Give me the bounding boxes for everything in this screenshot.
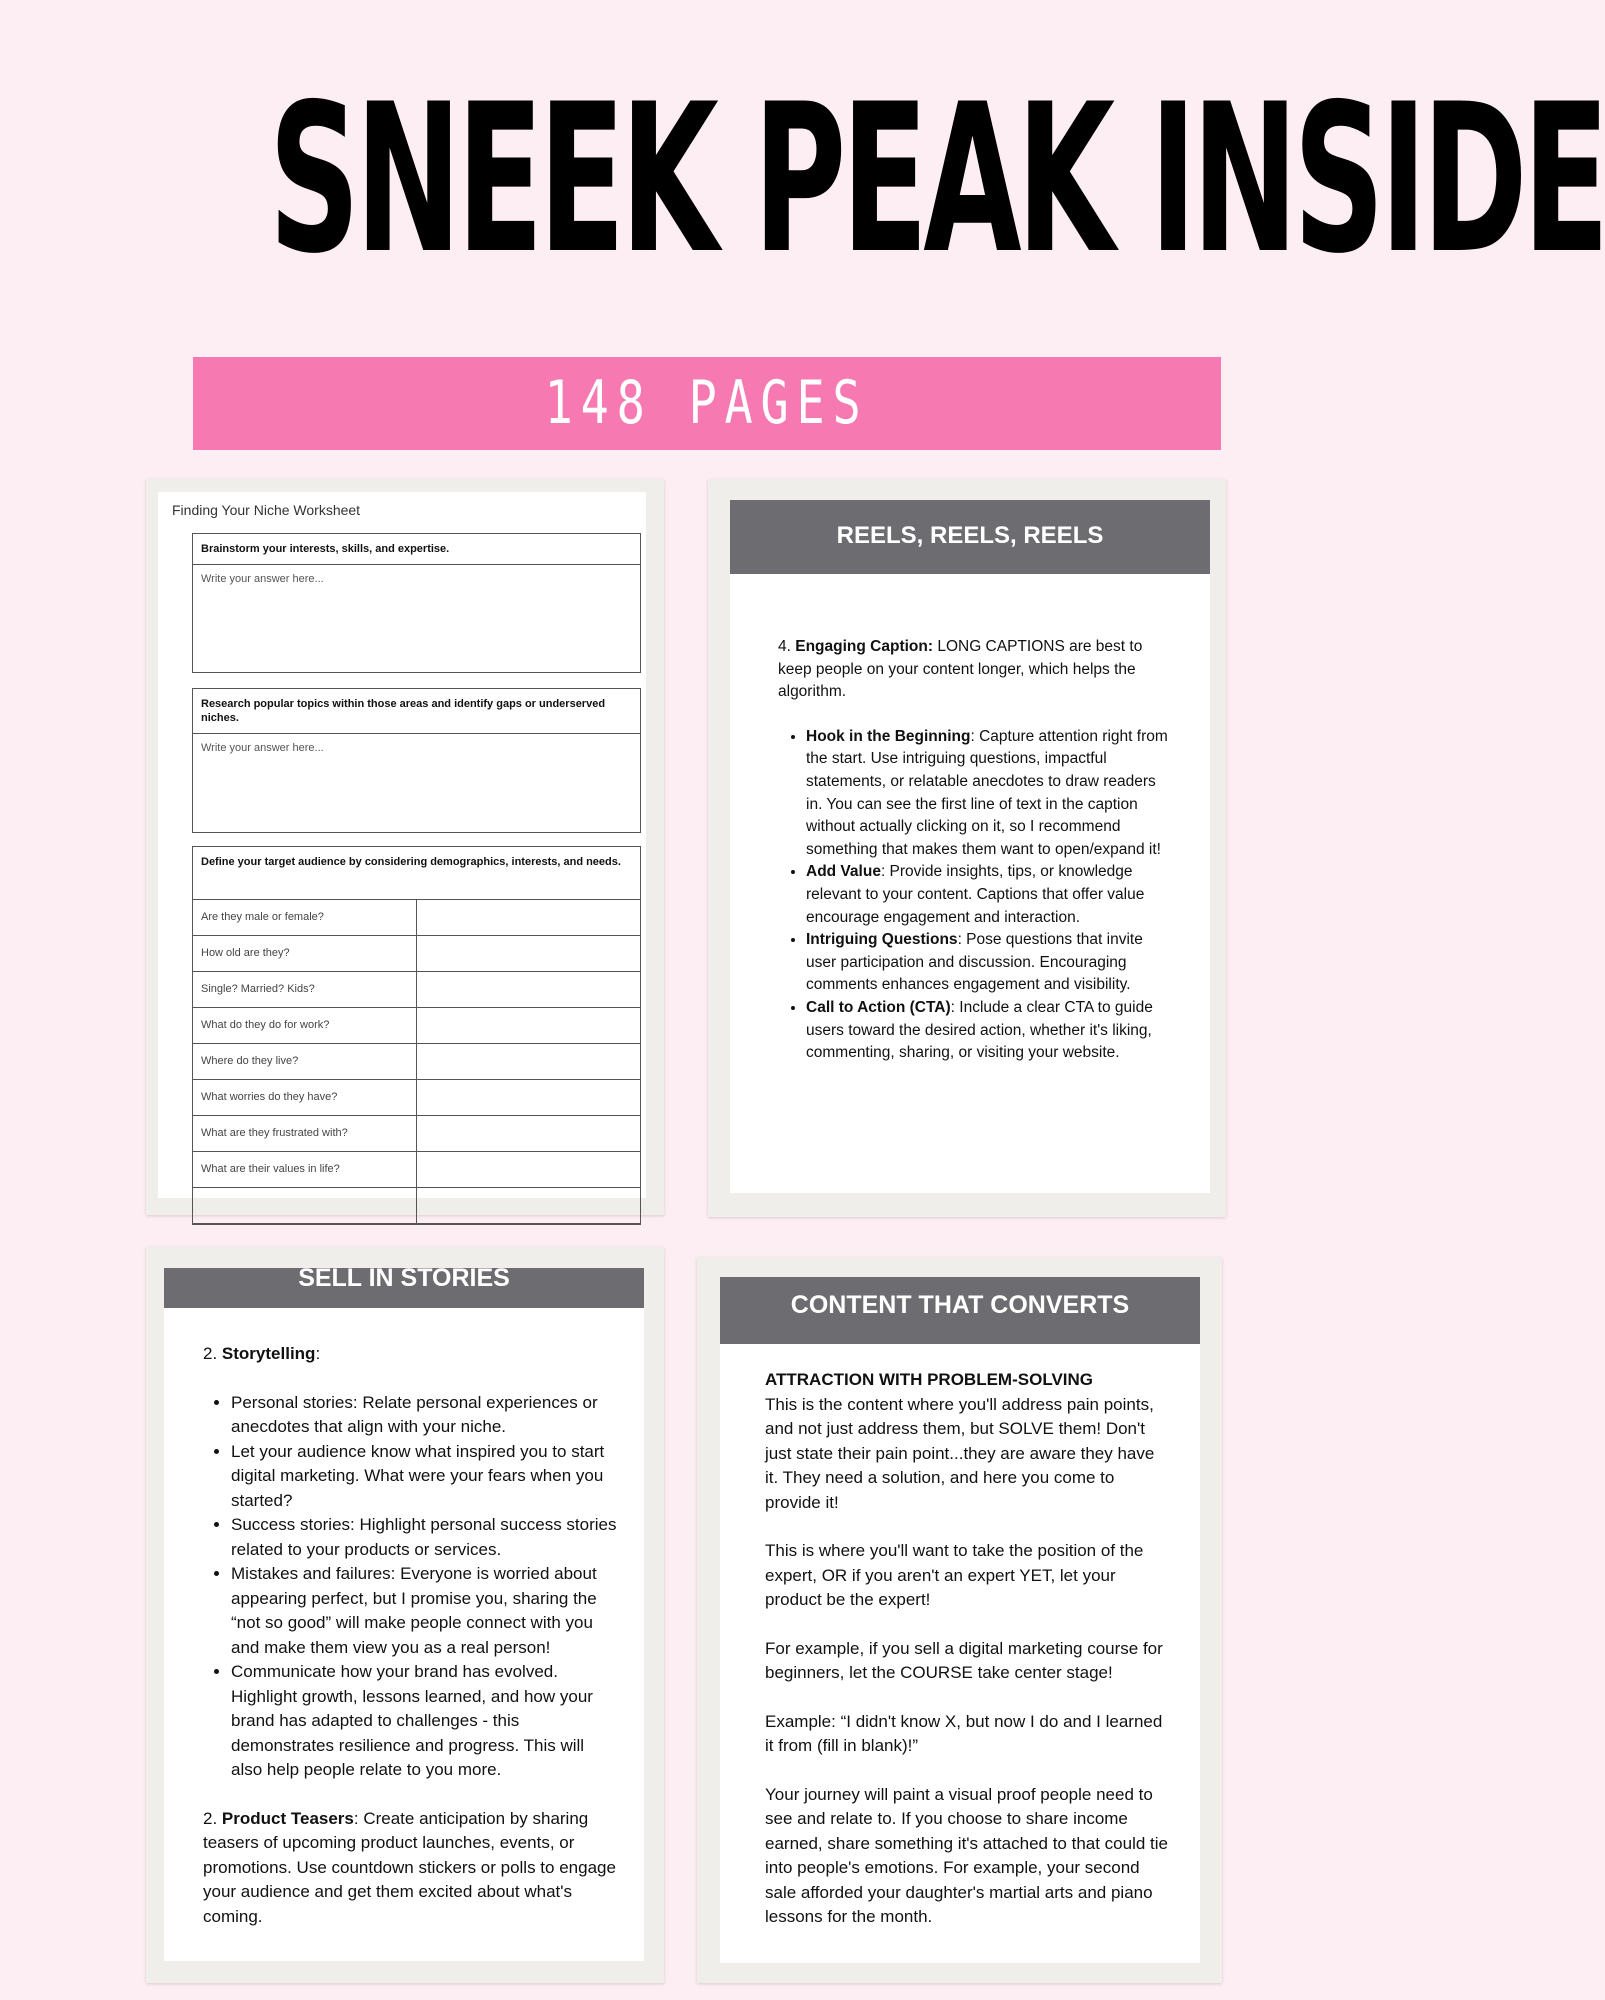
bullet-text: : Capture attention right from the start. Use intriguing questions, impactful statements, or relatable anecdotes to draw readers in. You can see the first line of text in the caption without actually clicking on it, so I recommend something that makes them want to open/expand it! [806,727,1168,858]
table-row [193,1008,640,1044]
table-cell-answer [417,1008,640,1043]
stories-preview-card [146,1247,664,1983]
table-cell-answer [417,1188,640,1223]
worksheet-question-box [192,688,641,833]
converts-paragraph: This is the content where you'll address pain points, and not just address them, but SOLVE them! Don't just state their pain point...they are aware they have it. They need a solution, and here you come to provide it! [765,1394,1155,1512]
stories-bullet-list [203,1391,618,1783]
converts-heading: CONTENT THAT CONVERTS [720,1277,1200,1344]
list-item: • Personal stories: Relate personal experiences or anecdotes that align with your niche. [231,1391,618,1440]
stories-outro-bold: Product Teasers [221,1808,354,1828]
converts-paragraph: Your journey will paint a visual proof people need to see and relate to. If you choose to share income earned, share something it's attached to that could tie into people's emotions. For example, your second sale afforded your daughter's martial arts and piano lessons for the month. [765,1784,1168,1926]
audience-table [192,846,641,1225]
worksheet-answer-placeholder: Write your answer here... [201,742,324,754]
table-cell-label: Where do they live? [193,1044,417,1079]
table-cell-answer [417,1152,640,1187]
worksheet-title: Finding Your Niche Worksheet [172,502,361,518]
table-cell-label: What worries do they have? [193,1080,417,1115]
pages-banner [193,357,1221,450]
stories-intro-text: : [315,1344,321,1363]
table-cell-label [193,1188,417,1223]
table-cell-label: What are their values in life? [193,1152,417,1187]
table-row [193,936,640,972]
converts-preview-card [697,1257,1222,1983]
reels-intro-number: 4. [778,638,791,655]
converts-body [765,1368,1170,1930]
table-row [193,1080,640,1116]
reels-preview-card [708,479,1226,1217]
converts-paragraph: This is where you'll want to take the position of the expert, OR if you aren't an expert YET, let your product be the expert! [765,1541,1144,1609]
list-item [806,929,1170,997]
worksheet-question: Define your target audience by considering demographics, interests, and needs. [193,847,640,900]
converts-paragraph: Example: “I didn't know X, but now I do and I learned it from (fill in blank)!” [765,1711,1163,1755]
table-cell-answer [417,1116,640,1151]
table-cell-answer [417,900,640,935]
table-row [193,1188,640,1224]
reels-intro [778,636,1170,704]
reels-body [778,636,1170,1065]
list-item: • Communicate how your brand has evolved. Highlight growth, lessons learned, and how your brand has adapted to challenges - this demonstrates resilience and progress. This will also help people relate to you more. [231,1660,618,1783]
table-cell-label: What are they frustrated with? [193,1116,417,1151]
table-row [193,1044,640,1080]
table-cell-label: Single? Married? Kids? [193,972,417,1007]
stories-intro-number: 2. [203,1344,218,1363]
table-cell-answer [417,1044,640,1079]
list-item [806,861,1170,929]
table-cell-answer [417,1080,640,1115]
stories-outro-number: 2. [203,1808,218,1828]
table-cell-label: How old are they? [193,936,417,971]
stories-body [203,1342,618,1929]
stories-intro-bold: Storytelling [221,1344,316,1363]
bullet-bold: Hook in the Beginning [806,727,971,745]
stories-sheet [164,1264,644,1961]
reels-sheet [730,500,1210,1193]
table-cell-label: Are they male or female? [193,900,417,935]
table-cell-label: What do they do for work? [193,1008,417,1043]
worksheet-question: Brainstorm your interests, skills, and expertise. [193,534,640,565]
worksheet-question: Research popular topics within those areas and identify gaps or underserved niches. [193,689,640,734]
bullet-bold: Call to Action (CTA) [806,998,951,1016]
stories-outro [203,1807,618,1930]
table-cell-answer [417,972,640,1007]
list-item [806,997,1170,1065]
worksheet-question-box [192,533,641,673]
list-item: • Success stories: Highlight personal success stories related to your products or services. [231,1513,618,1562]
converts-paragraph: For example, if you sell a digital marketing course for beginners, let the COURSE take center stage! [765,1638,1163,1682]
list-item: • Mistakes and failures: Everyone is worried about appearing perfect, but I promise you, sharing the “not so good” will make people connect with you and make them view you as a real person! [231,1562,618,1660]
worksheet-sheet [158,492,646,1198]
reels-intro-text: LONG CAPTIONS are best to keep people on your content longer, which helps the algorithm. [778,638,1143,701]
stories-outro-text: : Create anticipation by sharing teasers of upcoming product launches, events, or promotions. Use countdown stickers or polls to engage your audience and get them excited about what's coming. [203,1808,616,1926]
table-row [193,972,640,1008]
stories-intro [203,1342,618,1367]
table-row [193,900,640,936]
reels-intro-bold: Engaging Caption: [795,638,934,655]
list-item: • Let your audience know what inspired you to start digital marketing. What were your fears when you started? [231,1440,618,1514]
table-row [193,1116,640,1152]
worksheet-preview-card [146,479,664,1215]
stories-heading: SELL IN STORIES [164,1268,644,1308]
bullet-bold: Intriguing Questions [806,931,958,949]
list-item [806,726,1170,862]
converts-subheading-text: ATTRACTION WITH PROBLEM-SOLVING [765,1370,1094,1389]
table-cell-answer [417,936,640,971]
bullet-text: : Include a clear CTA to guide users toward the desired action, whether it's liking, commenting, sharing, or visiting your website. [806,998,1153,1062]
bullet-text: : Pose questions that invite user participation and discussion. Encouraging comments enhances engagement and visibility. [806,931,1143,994]
reels-heading: REELS, REELS, REELS [730,500,1210,574]
worksheet-answer-placeholder: Write your answer here... [201,573,324,585]
converts-subheading [765,1368,1170,1393]
bullet-bold: Add Value [806,863,881,881]
converts-sheet [720,1277,1200,1963]
pages-label: 148 PAGES [545,368,869,438]
bullet-text: : Provide insights, tips, or knowledge relevant to your content. Captions that offer value encourage engagement and interaction. [806,863,1145,926]
reels-bullet-list [778,726,1170,1065]
table-row [193,1152,640,1188]
page-title: SNEEK PEAK INSIDE [268,61,1605,299]
